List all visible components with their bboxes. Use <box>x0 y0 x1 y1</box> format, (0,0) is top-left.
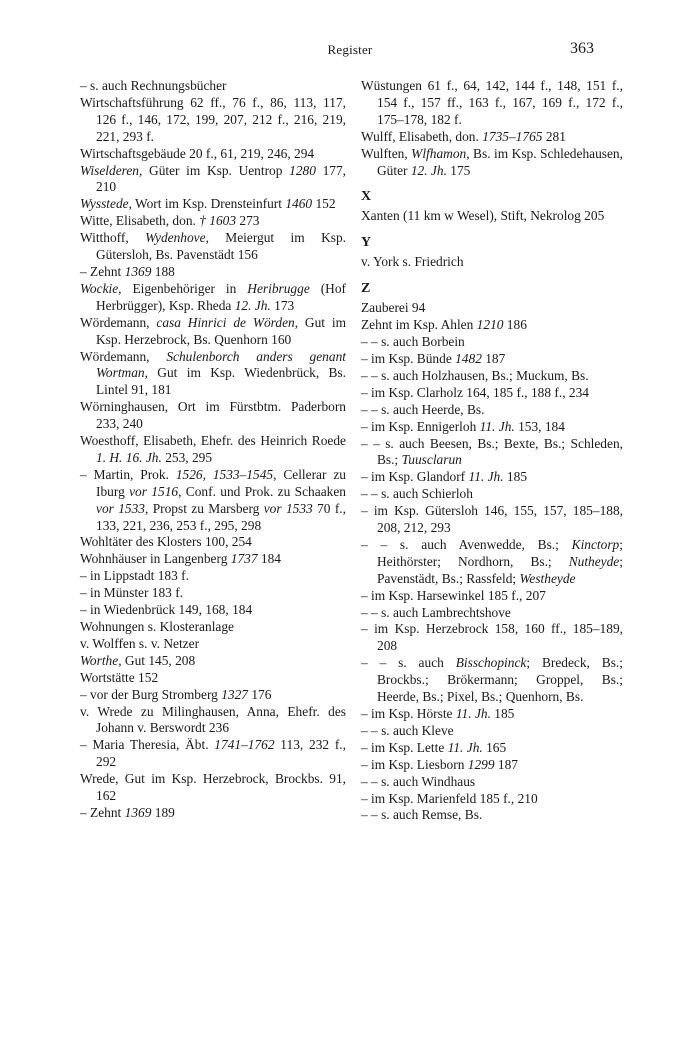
entry-italic-text: 1741–1762 <box>214 737 275 753</box>
entry-italic-text: 11. Jh. <box>479 418 515 434</box>
entry-text: , Meiergut im Ksp. Gütersloh, Bs. Pavenstädt 156 <box>96 230 346 263</box>
entry-text: Zehnt im Ksp. Ahlen <box>361 317 477 333</box>
index-entry <box>80 670 346 687</box>
index-entry <box>361 588 623 605</box>
entry-italic-text: 1460 <box>285 196 313 212</box>
entry-text: – s. auch Rechnungsbücher <box>80 78 227 93</box>
entry-text: – – s. auch Schierloh <box>361 486 473 502</box>
index-entry <box>361 486 623 503</box>
entry-italic-text: 1526, 1533–1545 <box>175 466 274 482</box>
entry-text: Wohltäter des Klosters 100, 254 <box>80 534 252 550</box>
entry-text: – vor der Burg Stromberg <box>80 686 222 702</box>
entry-text: – im Ksp. Hörste <box>361 706 456 721</box>
entry-text: – – s. auch Avenwedde, Bs.; <box>361 536 572 552</box>
entry-text: Wirtschaftsführung 62 ff., 76 f., 86, 113, 117, 126 f., 146, 172, 199, 207, 212 f., 216, 219, 221, 293 f. <box>80 94 346 144</box>
entry-text: Xanten (11 km w Wesel), Stift, Nekrolog 205 <box>361 208 605 224</box>
index-entry <box>361 385 623 402</box>
entry-text: 273 <box>236 213 260 229</box>
index-entry <box>80 146 346 163</box>
entry-italic-text: 11. Jh. <box>455 706 491 721</box>
entry-italic-text: Bisschopinck <box>455 655 527 671</box>
index-entry <box>361 774 623 791</box>
entry-text: Wohnungen s. Klosteranlage <box>80 619 234 634</box>
entry-text: 70 f., 133, 221, 236, 253 f., 295, 298 <box>96 500 346 533</box>
entry-text: – – s. auch <box>361 655 456 671</box>
entry-text: – – s. auch Kleve <box>361 722 454 738</box>
entry-italic-text: 1737 <box>230 551 258 567</box>
index-entry <box>361 807 623 824</box>
entry-italic-text: 11. Jh. <box>468 469 504 485</box>
entry-text: 253, 295 <box>161 449 213 465</box>
entry-text: – – s. auch Beesen, Bs.; Bexte, Bs.; Schleden, Bs.; <box>361 435 623 468</box>
entry-italic-text: Wiselderen <box>80 162 140 178</box>
index-entry <box>80 585 346 602</box>
index-entry <box>80 399 346 433</box>
entry-text: v. Wolffen s. v. Netzer <box>80 635 200 651</box>
entry-text: – im Ksp. Glandorf <box>361 469 469 485</box>
index-column-right <box>361 78 623 824</box>
entry-text: Wohnhäuser in Langenberg <box>80 551 231 567</box>
entry-text: – Zehnt <box>80 263 125 279</box>
entry-text: 152 <box>312 196 336 212</box>
index-entry <box>361 254 623 271</box>
entry-italic-text: 1327 <box>221 686 248 702</box>
index-entry <box>361 334 623 351</box>
entry-text: – im Ksp. Gütersloh 146, 155, 157, 185–188, 208, 212, 293 <box>361 503 623 536</box>
index-entry <box>361 146 623 180</box>
index-entry <box>80 349 346 400</box>
entry-italic-text: Tuusclarun <box>401 452 462 468</box>
index-entry <box>361 317 623 334</box>
entry-text: ; Heithörster; Nordhorn, Bs.; <box>377 536 623 569</box>
entry-text: 173 <box>270 297 295 313</box>
entry-text: Wördemann, <box>80 314 157 330</box>
index-entry <box>80 281 346 315</box>
index-entry <box>80 264 346 281</box>
entry-italic-text: Worthe <box>80 652 119 668</box>
entry-text: , Propst zu Marsberg <box>145 500 264 516</box>
index-entry <box>80 534 346 551</box>
entry-italic-text: 1210 <box>476 317 504 333</box>
index-entry <box>80 805 346 822</box>
index-entry <box>361 129 623 146</box>
index-entry <box>361 300 623 317</box>
entry-text: 153, 184 <box>514 418 565 434</box>
index-entry <box>361 78 623 129</box>
index-entry <box>361 368 623 385</box>
entry-italic-text: 1482 <box>455 350 482 366</box>
section-letter: Z <box>361 281 371 297</box>
entry-text: ; Bredeck, Bs.; Brockbs.; Brökermann; Groppel, Bs.; Heerde, Bs.; Pixel, Bs.; Quenhorn, Bs. <box>377 655 623 705</box>
index-entry <box>80 433 346 467</box>
entry-text: – im Ksp. Ennigerloh <box>361 418 480 434</box>
entry-text: – – s. auch Heerde, Bs. <box>361 401 485 417</box>
entry-text: , Güter im Ksp. Uentrop <box>139 162 290 178</box>
index-entry <box>80 196 346 213</box>
entry-italic-text: Wlfhamon <box>411 145 467 161</box>
entry-italic-text: vor 1533 <box>263 500 313 516</box>
entry-text: – Martin, Prok. <box>80 466 176 482</box>
index-entry <box>361 757 623 774</box>
entry-text: v. Wrede zu Milinghausen, Anna, Ehefr. des Johann v. Berswordt 236 <box>80 703 346 736</box>
entry-italic-text: 1280 <box>289 162 316 178</box>
page-number: 363 <box>570 40 594 57</box>
index-entry <box>80 95 346 146</box>
entry-text: – – s. auch Windhaus <box>361 773 476 789</box>
entry-text: (Hof Herbrügger), Ksp. Rheda <box>96 280 346 313</box>
index-entry <box>80 687 346 704</box>
entry-italic-text: Wockie <box>80 280 119 296</box>
index-entry <box>80 213 346 230</box>
index-entry <box>361 537 623 588</box>
entry-text: Wirtschaftsgebäude 20 f., 61, 219, 246, 294 <box>80 145 315 161</box>
entry-text: ; Pavenstädt, Bs.; Rassfeld; <box>377 553 623 586</box>
entry-italic-text: 12. Jh. <box>410 162 447 178</box>
index-entry <box>361 436 623 470</box>
index-entry <box>80 568 346 585</box>
entry-italic-text: vor 1533 <box>96 500 145 516</box>
entry-text: – in Lippstadt 183 f. <box>80 568 189 584</box>
entry-text: , Bs. im Ksp. Schledehausen, Güter <box>377 145 623 178</box>
entry-text: – – s. auch Borbein <box>361 334 465 350</box>
index-column-left <box>80 78 346 822</box>
index-entry <box>361 208 623 225</box>
entry-italic-text: Westheyde <box>519 570 576 586</box>
entry-text: , Cellerar zu Iburg <box>96 466 346 499</box>
entry-text: Wrede, Gut im Ksp. Herzebrock, Brockbs. 91, 162 <box>80 771 346 804</box>
entry-text: Witte, Elisabeth, don. <box>80 213 200 229</box>
entry-italic-text: Schulenborch anders genant Wortman <box>96 348 346 381</box>
entry-text: Wulff, Elisabeth, don. <box>361 128 483 144</box>
entry-text: 188 <box>151 263 175 279</box>
index-entry <box>361 740 623 757</box>
section-letter: Y <box>361 235 372 251</box>
index-entry <box>361 655 623 706</box>
entry-italic-text: † 1603 <box>199 213 237 229</box>
section-letter: X <box>361 189 372 205</box>
index-entry <box>80 315 346 349</box>
index-entry <box>361 723 623 740</box>
entry-text: 189 <box>151 804 175 820</box>
page-header-title: Register <box>327 42 373 57</box>
entry-text: 186 <box>503 317 527 333</box>
index-entry <box>80 467 346 535</box>
entry-italic-text: Wysstede <box>80 196 129 212</box>
entry-text: – im Ksp. Bünde <box>361 350 456 366</box>
index-entry <box>80 771 346 805</box>
entry-text: Zauberei 94 <box>361 300 426 316</box>
index-entry <box>361 419 623 436</box>
entry-italic-text: 12. Jh. <box>234 297 271 313</box>
entry-text: – – s. auch Lambrechtshove <box>361 604 511 620</box>
index-entry <box>361 621 623 655</box>
index-entry <box>80 230 346 264</box>
index-entry <box>361 503 623 537</box>
entry-text: – im Ksp. Liesborn <box>361 756 468 772</box>
entry-text: Witthoff, <box>80 230 146 246</box>
entry-text: – – s. auch Remse, Bs. <box>361 807 483 823</box>
entry-text: – im Ksp. Harsewinkel 185 f., 207 <box>361 587 546 603</box>
entry-text: Woesthoff, Elisabeth, Ehefr. des Heinrich Roede <box>80 433 346 449</box>
entry-text: 177, 210 <box>96 162 347 195</box>
index-entry <box>80 704 346 738</box>
entry-text: 185 <box>490 706 515 721</box>
entry-text: , Eigenbehöriger in <box>118 280 248 296</box>
entry-text: 185 <box>503 469 528 485</box>
entry-text: 187 <box>481 350 506 366</box>
entry-text: 184 <box>257 551 281 567</box>
entry-italic-text: 11. Jh. <box>447 739 483 755</box>
index-entry <box>80 653 346 670</box>
entry-text: Wördemann, <box>80 348 167 364</box>
index-entry <box>80 602 346 619</box>
entry-italic-text: 1. H. 16. Jh. <box>96 449 162 465</box>
index-entry <box>80 551 346 568</box>
entry-italic-text: Wydenhove <box>145 230 206 246</box>
entry-text: – Maria Theresia, Äbt. <box>80 737 215 753</box>
entry-italic-text: 1299 <box>467 756 495 772</box>
entry-text: , Gut im Ksp. Wiedenbrück, Bs. Lintel 91, 181 <box>96 365 346 398</box>
entry-text: 113, 232 f., 292 <box>96 737 346 770</box>
index-entry <box>361 605 623 622</box>
running-head <box>0 42 700 62</box>
entry-text: , Wort im Ksp. Drensteinfurt <box>128 196 286 212</box>
entry-text: 165 <box>482 739 507 755</box>
entry-text: – in Münster 183 f. <box>80 585 184 601</box>
index-entry <box>80 163 346 197</box>
entry-text: , Gut 145, 208 <box>118 652 196 668</box>
entry-text: 187 <box>494 756 518 772</box>
entry-text: , Conf. und Prok. zu Schaaken <box>178 483 346 499</box>
index-entry <box>361 351 623 368</box>
entry-text: 281 <box>542 128 566 144</box>
entry-italic-text: casa Hinrici de Wörden <box>156 314 295 330</box>
entry-text: – Zehnt <box>80 804 125 820</box>
entry-text: – im Ksp. Herzebrock 158, 160 ff., 185–189, 208 <box>361 621 623 654</box>
entry-italic-text: Heribrugge <box>247 280 310 296</box>
index-entry <box>361 706 623 723</box>
entry-italic-text: 1369 <box>124 804 152 820</box>
index-entry <box>361 469 623 486</box>
entry-text: Wörninghausen, Ort im Fürstbtm. Paderborn 233, 240 <box>80 399 346 432</box>
entry-text: – in Wiedenbrück 149, 168, 184 <box>80 602 253 618</box>
entry-text: Wulften, <box>361 145 412 161</box>
entry-italic-text: 1369 <box>124 263 152 279</box>
entry-text: , Gut im Ksp. Herzebrock, Bs. Quenhorn 160 <box>96 314 346 347</box>
index-entry <box>80 737 346 771</box>
entry-italic-text: Kinctorp <box>571 536 620 552</box>
entry-italic-text: vor 1516 <box>129 483 179 499</box>
index-entry <box>361 402 623 419</box>
entry-text: – – s. auch Holzhausen, Bs.; Muckum, Bs. <box>361 367 589 383</box>
entry-italic-text: 1735–1765 <box>482 128 543 144</box>
entry-italic-text: Nutheyde <box>568 553 620 569</box>
entry-text: 175 <box>446 162 471 178</box>
entry-text: – im Ksp. Clarholz 164, 185 f., 188 f., 234 <box>361 384 589 400</box>
index-entry <box>80 619 346 636</box>
index-entry <box>80 78 346 95</box>
index-entry <box>361 791 623 808</box>
entry-text: – im Ksp. Lette <box>361 739 448 755</box>
entry-text: Wortstätte 152 <box>80 669 159 685</box>
index-entry <box>80 636 346 653</box>
entry-text: v. York s. Friedrich <box>361 254 464 270</box>
entry-text: – im Ksp. Marienfeld 185 f., 210 <box>361 790 538 806</box>
entry-text: 176 <box>248 686 272 702</box>
entry-text: Wüstungen 61 f., 64, 142, 144 f., 148, 151 f., 154 f., 157 ff., 163 f., 167, 169 f., 172 f., 175–178, 182 f. <box>361 78 623 127</box>
